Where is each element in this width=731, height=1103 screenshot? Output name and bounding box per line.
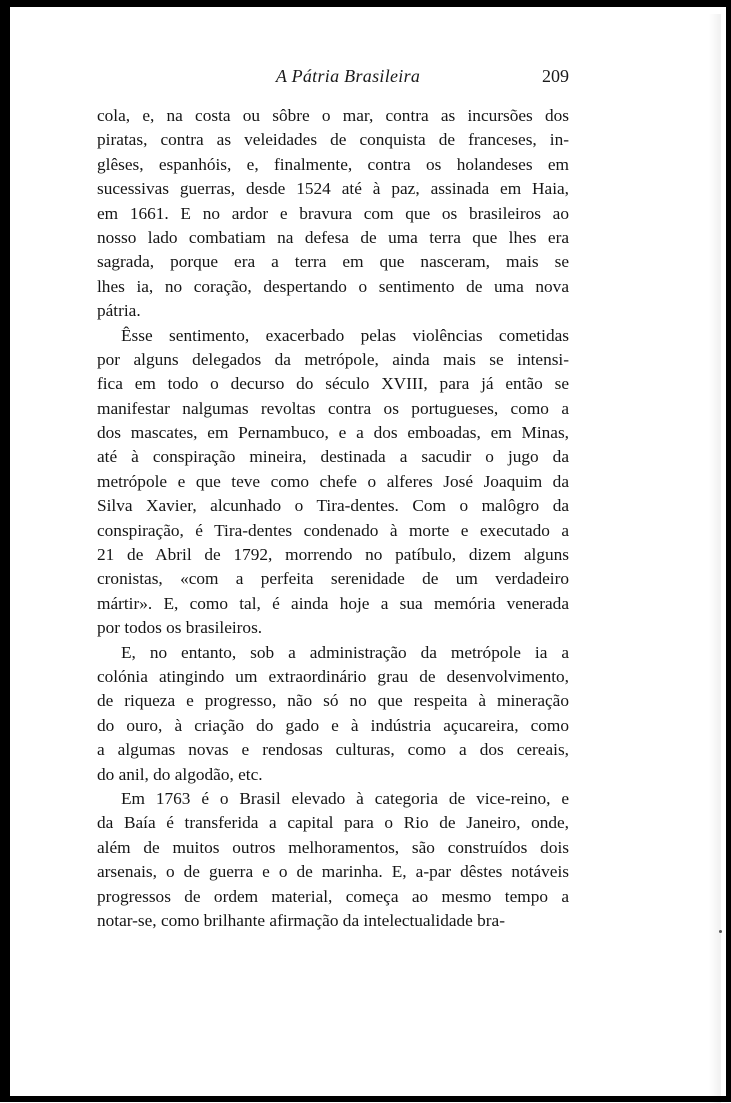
paragraph	[97, 641, 569, 787]
body-text	[97, 104, 569, 933]
text-line: Em 1763 é o Brasil elevado à categoria de vice-reino, e	[121, 788, 569, 808]
text-line: colónia atingindo um extraordinário grau de desenvolvimento,	[97, 666, 569, 686]
text-line: dos mascates, em Pernambuco, e a dos emboadas, em Minas,	[97, 423, 569, 443]
text-line: metrópole e que teve como chefe o alferes José Joaquim da	[97, 471, 569, 491]
text-line: por todos os brasileiros.	[97, 618, 263, 638]
page-edge-shadow	[709, 14, 721, 1103]
text-line: até à conspiração mineira, destinada a sacudir o jugo da	[97, 447, 569, 467]
text-line: Silva Xavier, alcunhado o Tira-dentes. Com o malôgro da	[97, 496, 569, 516]
page-number: 209	[542, 66, 569, 86]
text-line: a algumas novas e rendosas culturas, como a dos cereais,	[97, 740, 569, 760]
scan-speck	[719, 930, 722, 933]
text-line: arsenais, o de guerra e o de marinha. E, a-par dêstes notáveis	[97, 862, 569, 882]
text-line: do ouro, à criação do gado e à indústria açucareira, como	[97, 715, 569, 735]
text-line: cronistas, «com a perfeita serenidade de um verdadeiro	[97, 569, 569, 589]
text-line: cola, e, na costa ou sôbre o mar, contra as incursões dos	[97, 106, 569, 125]
text-line: piratas, contra as veleidades de conquista de franceses, in-	[97, 130, 569, 150]
text-line: da Baía é transferida a capital para o Rio de Janeiro, onde,	[97, 813, 569, 833]
text-line: sagrada, porque era a terra em que nasceram, mais se	[97, 252, 569, 272]
running-header	[97, 66, 569, 88]
running-title: A Pátria Brasileira	[275, 66, 421, 86]
text-line: mártir». E, como tal, é ainda hoje a sua memória venerada	[97, 593, 569, 613]
text-line: além de muitos outros melhoramentos, são construídos dois	[97, 837, 569, 857]
text-line: lhes ia, no coração, despertando o sentimento de uma nova	[97, 276, 569, 296]
text-line: sucessivas guerras, desde 1524 até à paz, assinada em Haia,	[97, 179, 569, 199]
text-line: pátria.	[97, 301, 141, 321]
text-line: fica em todo o decurso do século XVIII, para já então se	[97, 374, 569, 394]
text-line: notar-se, como brilhante afirmação da intelectualidade bra-	[97, 910, 505, 930]
text-line: de riqueza e progresso, não só no que respeita à mineração	[97, 691, 569, 711]
text-line: por alguns delegados da metrópole, ainda mais se intensi-	[97, 349, 569, 369]
text-line: conspiração, é Tira-dentes condenado à morte e executado a	[97, 520, 569, 540]
text-line: 21 de Abril de 1792, morrendo no patíbulo, dizem alguns	[97, 545, 569, 565]
text-line: nosso lado combatiam na defesa de uma terra que lhes era	[97, 227, 569, 247]
text-line: do anil, do algodão, etc.	[97, 764, 263, 784]
text-line: Êsse sentimento, exacerbado pelas violências cometidas	[121, 325, 569, 345]
paragraph	[97, 787, 569, 933]
paragraph	[97, 104, 569, 324]
text-line: E, no entanto, sob a administração da metrópole ia a	[121, 642, 569, 662]
text-line: progressos de ordem material, começa ao mesmo tempo a	[97, 886, 569, 906]
paragraph	[97, 324, 569, 641]
text-line: glêses, espanhóis, e, finalmente, contra os holandeses em	[97, 154, 569, 174]
text-line: em 1661. E no ardor e bravura com que os brasileiros ao	[97, 203, 569, 223]
text-line: manifestar nalgumas revoltas contra os portugueses, como a	[97, 398, 569, 418]
